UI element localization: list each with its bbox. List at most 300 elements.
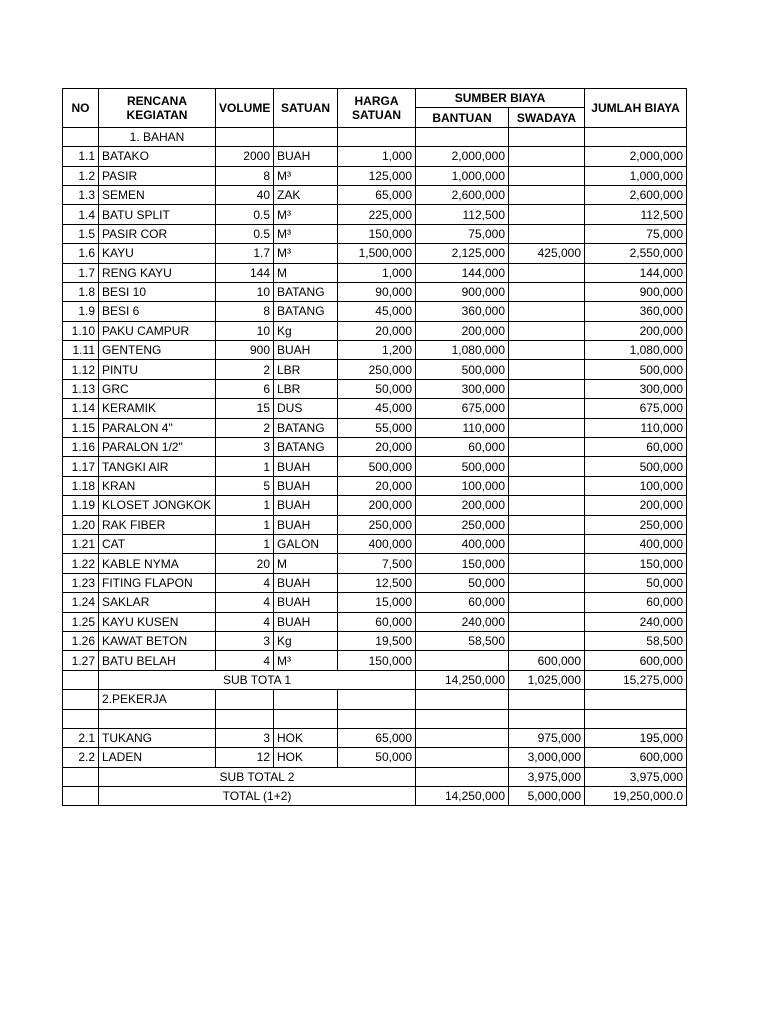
item-bantuan: [416, 748, 509, 767]
item-swadaya: [509, 302, 585, 321]
item-unit-price: 55,000: [338, 418, 416, 437]
item-swadaya: [509, 612, 585, 631]
item-bantuan: 60,000: [416, 438, 509, 457]
item-number: 1.21: [63, 534, 99, 553]
item-bantuan: [416, 651, 509, 670]
item-volume: 900: [216, 341, 274, 360]
item-total: 58,500: [585, 631, 687, 650]
item-total: 675,000: [585, 399, 687, 418]
item-unit: DUS: [274, 399, 338, 418]
item-name: SAKLAR: [99, 593, 216, 612]
empty-cell: [63, 787, 99, 806]
item-volume: 3: [216, 631, 274, 650]
table-row: [63, 457, 687, 476]
item-volume: 4: [216, 573, 274, 592]
item-swadaya: [509, 379, 585, 398]
empty-cell: [216, 690, 274, 709]
item-volume: 144: [216, 263, 274, 282]
item-bantuan: 500,000: [416, 457, 509, 476]
item-unit-price: 1,000: [338, 147, 416, 166]
item-volume: 0.5: [216, 224, 274, 243]
item-number: 1.3: [63, 185, 99, 204]
item-volume: 6: [216, 379, 274, 398]
item-bantuan: 900,000: [416, 282, 509, 301]
item-number: 1.10: [63, 321, 99, 340]
item-swadaya: [509, 457, 585, 476]
item-swadaya: [509, 166, 585, 185]
item-unit: HOK: [274, 748, 338, 767]
item-unit-price: 500,000: [338, 457, 416, 476]
item-number: 1.25: [63, 612, 99, 631]
item-name: GENTENG: [99, 341, 216, 360]
item-name: TANGKI AIR: [99, 457, 216, 476]
item-unit: BUAH: [274, 612, 338, 631]
item-total: 400,000: [585, 534, 687, 553]
table-row: [63, 166, 687, 185]
item-number: 2.1: [63, 728, 99, 747]
header-swadaya: SWADAYA: [509, 108, 585, 127]
empty-cell: [63, 767, 99, 786]
item-swadaya: [509, 573, 585, 592]
item-unit-price: 45,000: [338, 399, 416, 418]
item-volume: 4: [216, 612, 274, 631]
table-row: [63, 302, 687, 321]
table-row: [63, 593, 687, 612]
item-volume: 12: [216, 748, 274, 767]
item-volume: 3: [216, 438, 274, 457]
item-name: PARALON 4": [99, 418, 216, 437]
item-swadaya: [509, 515, 585, 534]
item-swadaya: [509, 360, 585, 379]
section-title: 2.PEKERJA: [99, 690, 216, 709]
item-volume: 1.7: [216, 244, 274, 263]
item-total: 2,000,000: [585, 147, 687, 166]
item-bantuan: 144,000: [416, 263, 509, 282]
item-unit-price: 65,000: [338, 185, 416, 204]
item-swadaya: 600,000: [509, 651, 585, 670]
item-unit: BUAH: [274, 573, 338, 592]
item-unit-price: 50,000: [338, 748, 416, 767]
empty-cell: [99, 709, 216, 728]
item-swadaya: [509, 205, 585, 224]
item-unit: M: [274, 554, 338, 573]
item-name: KLOSET JONGKOK: [99, 496, 216, 515]
item-total: 360,000: [585, 302, 687, 321]
item-bantuan: 75,000: [416, 224, 509, 243]
item-bantuan: 2,000,000: [416, 147, 509, 166]
item-name: KABLE NYMA: [99, 554, 216, 573]
item-unit: GALON: [274, 534, 338, 553]
header-kegiatan: RENCANA KEGIATAN: [99, 89, 216, 128]
item-total: 600,000: [585, 748, 687, 767]
item-number: 1.13: [63, 379, 99, 398]
item-total: 110,000: [585, 418, 687, 437]
empty-cell: [338, 690, 416, 709]
item-swadaya: 3,000,000: [509, 748, 585, 767]
empty-cell: [63, 690, 99, 709]
item-unit: M³: [274, 244, 338, 263]
item-total: 900,000: [585, 282, 687, 301]
item-number: 1.22: [63, 554, 99, 573]
table-row: [63, 554, 687, 573]
item-volume: 20: [216, 554, 274, 573]
item-total: 60,000: [585, 438, 687, 457]
item-number: 1.14: [63, 399, 99, 418]
table-row: [63, 438, 687, 457]
item-name: TUKANG: [99, 728, 216, 747]
item-volume: 0.5: [216, 205, 274, 224]
item-name: RENG KAYU: [99, 263, 216, 282]
item-name: PASIR: [99, 166, 216, 185]
item-name: PAKU CAMPUR: [99, 321, 216, 340]
item-bantuan: 110,000: [416, 418, 509, 437]
item-number: 1.27: [63, 651, 99, 670]
item-unit-price: 250,000: [338, 360, 416, 379]
item-number: 1.23: [63, 573, 99, 592]
total-bantuan: [416, 767, 509, 786]
empty-cell: [338, 709, 416, 728]
item-unit-price: 12,500: [338, 573, 416, 592]
budget-table: [62, 88, 687, 806]
empty-cell: [509, 690, 585, 709]
item-volume: 2000: [216, 147, 274, 166]
item-swadaya: [509, 554, 585, 573]
item-unit-price: 200,000: [338, 496, 416, 515]
table-row: [63, 185, 687, 204]
item-name: KRAN: [99, 476, 216, 495]
item-bantuan: 200,000: [416, 321, 509, 340]
table-row: [63, 379, 687, 398]
item-name: BESI 6: [99, 302, 216, 321]
item-total: 200,000: [585, 321, 687, 340]
item-bantuan: 100,000: [416, 476, 509, 495]
item-unit: BATANG: [274, 418, 338, 437]
table-row: [63, 244, 687, 263]
item-unit: LBR: [274, 360, 338, 379]
item-swadaya: 425,000: [509, 244, 585, 263]
table-row: [63, 612, 687, 631]
table-row: [63, 205, 687, 224]
header-volume: VOLUME: [216, 89, 274, 128]
empty-cell: [63, 709, 99, 728]
table-row: [63, 728, 687, 747]
item-name: PASIR COR: [99, 224, 216, 243]
item-total: 250,000: [585, 515, 687, 534]
item-number: 1.1: [63, 147, 99, 166]
item-name: KERAMIK: [99, 399, 216, 418]
item-bantuan: 1,000,000: [416, 166, 509, 185]
item-bantuan: 240,000: [416, 612, 509, 631]
section-row-pekerja: [63, 690, 687, 709]
total-swadaya: 1,025,000: [509, 670, 585, 689]
item-name: BATU SPLIT: [99, 205, 216, 224]
item-name: CAT: [99, 534, 216, 553]
header-satuan: SATUAN: [274, 89, 338, 128]
item-unit: HOK: [274, 728, 338, 747]
item-volume: 3: [216, 728, 274, 747]
grand-total-row: [63, 787, 687, 806]
item-unit: BATANG: [274, 438, 338, 457]
item-unit: BUAH: [274, 457, 338, 476]
item-unit: M³: [274, 224, 338, 243]
item-number: 1.5: [63, 224, 99, 243]
item-total: 2,550,000: [585, 244, 687, 263]
item-bantuan: 400,000: [416, 534, 509, 553]
item-unit: BUAH: [274, 593, 338, 612]
table-row: [63, 224, 687, 243]
item-number: 1.19: [63, 496, 99, 515]
item-name: LADEN: [99, 748, 216, 767]
item-unit-price: 150,000: [338, 651, 416, 670]
item-total: 600,000: [585, 651, 687, 670]
total-jumlah: 19,250,000.0: [585, 787, 687, 806]
item-name: GRC: [99, 379, 216, 398]
blank-row: [63, 709, 687, 728]
table-row: [63, 147, 687, 166]
table-row: [63, 360, 687, 379]
empty-cell: [63, 670, 99, 689]
item-number: 1.26: [63, 631, 99, 650]
item-bantuan: 360,000: [416, 302, 509, 321]
item-volume: 4: [216, 651, 274, 670]
item-unit: BATANG: [274, 302, 338, 321]
item-total: 500,000: [585, 457, 687, 476]
item-unit: BUAH: [274, 496, 338, 515]
item-volume: 1: [216, 457, 274, 476]
item-swadaya: [509, 224, 585, 243]
item-swadaya: 975,000: [509, 728, 585, 747]
item-number: 1.9: [63, 302, 99, 321]
item-number: 1.18: [63, 476, 99, 495]
item-bantuan: 2,125,000: [416, 244, 509, 263]
item-bantuan: 2,600,000: [416, 185, 509, 204]
item-unit-price: 50,000: [338, 379, 416, 398]
subtotal-row-1: [63, 670, 687, 689]
item-total: 200,000: [585, 496, 687, 515]
item-unit: BUAH: [274, 147, 338, 166]
item-volume: 4: [216, 593, 274, 612]
item-unit-price: 45,000: [338, 302, 416, 321]
section-row-bahan: [63, 127, 687, 146]
item-total: 50,000: [585, 573, 687, 592]
item-name: PARALON 1/2": [99, 438, 216, 457]
item-number: 1.4: [63, 205, 99, 224]
item-unit-price: 20,000: [338, 476, 416, 495]
table-row: [63, 515, 687, 534]
item-unit-price: 20,000: [338, 438, 416, 457]
item-total: 500,000: [585, 360, 687, 379]
empty-cell: [416, 709, 509, 728]
item-unit-price: 400,000: [338, 534, 416, 553]
item-unit-price: 1,000: [338, 263, 416, 282]
item-unit: BATANG: [274, 282, 338, 301]
total-jumlah: 3,975,000: [585, 767, 687, 786]
item-swadaya: [509, 341, 585, 360]
table-row: [63, 748, 687, 767]
total-jumlah: 15,275,000: [585, 670, 687, 689]
item-total: 150,000: [585, 554, 687, 573]
total-swadaya: 5,000,000: [509, 787, 585, 806]
header-bantuan: BANTUAN: [416, 108, 509, 127]
item-bantuan: 675,000: [416, 399, 509, 418]
empty-cell: [216, 709, 274, 728]
table-row: [63, 651, 687, 670]
item-bantuan: 150,000: [416, 554, 509, 573]
item-volume: 2: [216, 418, 274, 437]
item-number: 1.20: [63, 515, 99, 534]
item-bantuan: [416, 728, 509, 747]
item-volume: 5: [216, 476, 274, 495]
item-number: 1.17: [63, 457, 99, 476]
item-number: 1.6: [63, 244, 99, 263]
table-row: [63, 534, 687, 553]
item-swadaya: [509, 476, 585, 495]
item-volume: 10: [216, 282, 274, 301]
item-total: 240,000: [585, 612, 687, 631]
item-total: 112,500: [585, 205, 687, 224]
table-row: [63, 631, 687, 650]
total-label: SUB TOTAL 2: [99, 767, 416, 786]
item-swadaya: [509, 631, 585, 650]
table-row: [63, 418, 687, 437]
item-bantuan: 58,500: [416, 631, 509, 650]
table-row: [63, 399, 687, 418]
item-name: BATU BELAH: [99, 651, 216, 670]
item-unit: M: [274, 263, 338, 282]
item-number: 1.16: [63, 438, 99, 457]
item-swadaya: [509, 496, 585, 515]
item-number: 1.15: [63, 418, 99, 437]
item-bantuan: 500,000: [416, 360, 509, 379]
item-unit-price: 15,000: [338, 593, 416, 612]
item-unit: M³: [274, 651, 338, 670]
total-label: SUB TOTA 1: [99, 670, 416, 689]
item-name: KAYU KUSEN: [99, 612, 216, 631]
item-unit-price: 65,000: [338, 728, 416, 747]
item-bantuan: 200,000: [416, 496, 509, 515]
item-swadaya: [509, 263, 585, 282]
table-row: [63, 321, 687, 340]
item-name: PINTU: [99, 360, 216, 379]
item-total: 1,080,000: [585, 341, 687, 360]
item-unit: Kg: [274, 321, 338, 340]
item-swadaya: [509, 185, 585, 204]
header-harga: HARGA SATUAN: [338, 89, 416, 128]
header-no: NO: [63, 89, 99, 128]
item-name: RAK FIBER: [99, 515, 216, 534]
item-name: BESI 10: [99, 282, 216, 301]
table-row: [63, 263, 687, 282]
item-number: 1.11: [63, 341, 99, 360]
total-bantuan: 14,250,000: [416, 670, 509, 689]
item-total: 60,000: [585, 593, 687, 612]
item-swadaya: [509, 147, 585, 166]
item-name: BATAKO: [99, 147, 216, 166]
empty-cell: [509, 709, 585, 728]
item-total: 100,000: [585, 476, 687, 495]
item-volume: 2: [216, 360, 274, 379]
item-total: 300,000: [585, 379, 687, 398]
item-unit: BUAH: [274, 515, 338, 534]
item-bantuan: 112,500: [416, 205, 509, 224]
item-volume: 15: [216, 399, 274, 418]
item-swadaya: [509, 399, 585, 418]
table-row: [63, 476, 687, 495]
item-unit-price: 60,000: [338, 612, 416, 631]
total-bantuan: 14,250,000: [416, 787, 509, 806]
item-volume: 40: [216, 185, 274, 204]
total-label: TOTAL (1+2): [99, 787, 416, 806]
item-swadaya: [509, 534, 585, 553]
item-volume: 8: [216, 302, 274, 321]
item-number: 1.8: [63, 282, 99, 301]
item-total: 2,600,000: [585, 185, 687, 204]
item-volume: 1: [216, 534, 274, 553]
item-unit-price: 1,200: [338, 341, 416, 360]
item-unit: M³: [274, 205, 338, 224]
item-name: KAWAT BETON: [99, 631, 216, 650]
item-swadaya: [509, 593, 585, 612]
total-swadaya: 3,975,000: [509, 767, 585, 786]
item-number: 1.2: [63, 166, 99, 185]
item-swadaya: [509, 321, 585, 340]
item-bantuan: 50,000: [416, 573, 509, 592]
empty-cell: [585, 690, 687, 709]
item-total: 75,000: [585, 224, 687, 243]
item-unit: M³: [274, 166, 338, 185]
table-row: [63, 282, 687, 301]
item-bantuan: 300,000: [416, 379, 509, 398]
header-jumlah: JUMLAH BIAYA: [585, 89, 687, 128]
item-volume: 1: [216, 496, 274, 515]
item-unit: BUAH: [274, 341, 338, 360]
item-bantuan: 60,000: [416, 593, 509, 612]
item-total: 144,000: [585, 263, 687, 282]
table-row: [63, 496, 687, 515]
item-unit-price: 125,000: [338, 166, 416, 185]
item-volume: 10: [216, 321, 274, 340]
item-bantuan: 1,080,000: [416, 341, 509, 360]
header-sumber-biaya: SUMBER BIAYA: [416, 89, 585, 108]
item-unit-price: 1,500,000: [338, 244, 416, 263]
empty-cell: [274, 709, 338, 728]
item-unit-price: 19,500: [338, 631, 416, 650]
item-unit: LBR: [274, 379, 338, 398]
item-volume: 1: [216, 515, 274, 534]
item-unit-price: 20,000: [338, 321, 416, 340]
empty-cell: [416, 690, 509, 709]
item-unit-price: 225,000: [338, 205, 416, 224]
item-number: 2.2: [63, 748, 99, 767]
item-unit-price: 7,500: [338, 554, 416, 573]
item-total: 195,000: [585, 728, 687, 747]
table-row: [63, 573, 687, 592]
item-unit-price: 90,000: [338, 282, 416, 301]
item-total: 1,000,000: [585, 166, 687, 185]
table-row: [63, 341, 687, 360]
item-bantuan: 250,000: [416, 515, 509, 534]
empty-cell: [274, 690, 338, 709]
subtotal-row-2: [63, 767, 687, 786]
item-swadaya: [509, 418, 585, 437]
item-unit-price: 150,000: [338, 224, 416, 243]
item-number: 1.12: [63, 360, 99, 379]
item-number: 1.24: [63, 593, 99, 612]
item-volume: 8: [216, 166, 274, 185]
item-name: SEMEN: [99, 185, 216, 204]
item-number: 1.7: [63, 263, 99, 282]
item-swadaya: [509, 282, 585, 301]
